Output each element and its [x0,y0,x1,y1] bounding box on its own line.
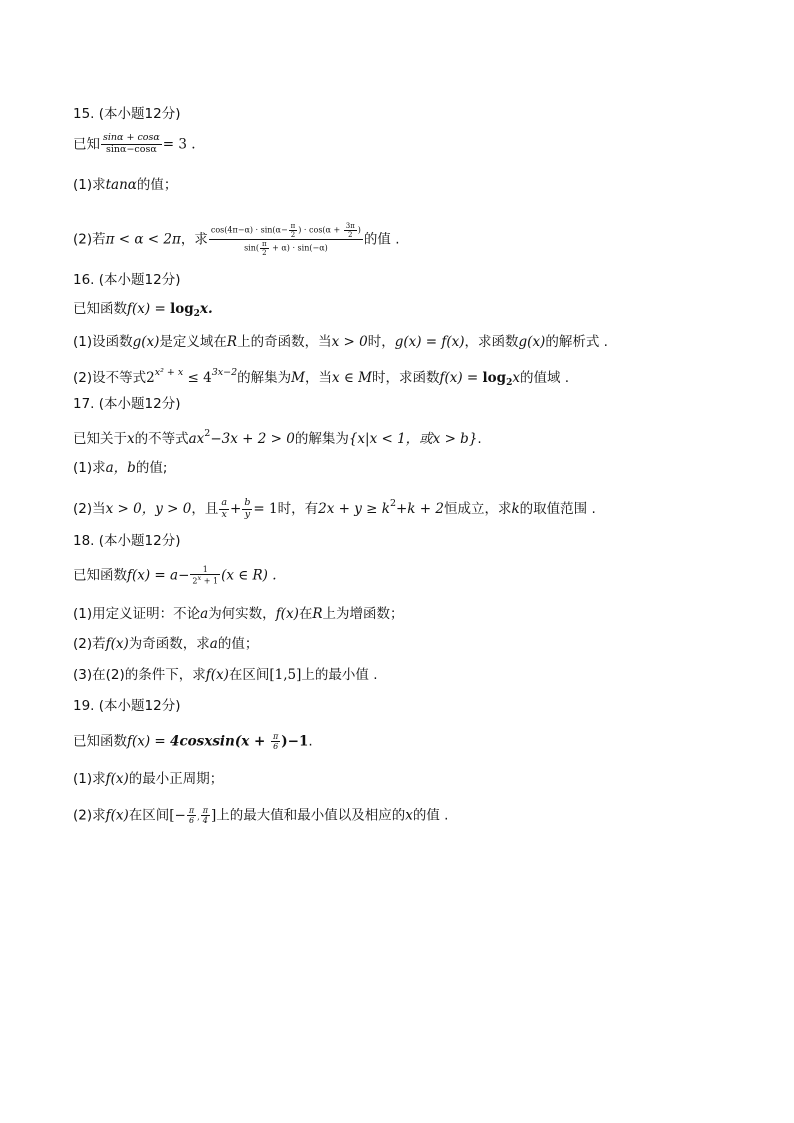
q16-p2-exp1: x² + x [154,367,184,378]
q17-given-x: x [127,431,135,447]
q17-p2-frac-b-den: y [244,508,251,520]
q15-p2-condition: π < α < 2π [105,231,181,248]
q16-p1-suffix: 的解析式 . [545,334,608,350]
q17-p2-plus: + [230,501,242,517]
q17-p2-cond: x > 0，y > 0 [105,501,192,517]
q16-p1-prefix: (1)设函数 [73,334,133,350]
q15-p1-suffix: 的值； [136,177,178,193]
q16-given-eq: = [150,301,171,317]
q18-part2 [73,635,258,653]
q15-p2-num-c: ) [357,225,361,235]
q16-p2-mid1: 的解集为 [237,370,292,386]
q16-p2-prefix: (2)设不等式 [73,370,147,386]
q18-p2-fx: f(x) [105,636,129,652]
q18-given-prefix: 已知函数 [73,567,127,584]
q19-p2-mid2: 上的最大值和最小值以及相应的 [216,807,406,824]
q18-given [73,565,277,586]
q19-p2-prefix: (2)求 [73,807,106,824]
q17-p2-k: k [511,501,520,517]
q15-p2-num-a: cos(4π−α) · sin(α− [210,225,288,235]
q15-given-rhs: = 3 . [162,136,196,153]
q17-p2-frac-a [219,498,229,521]
q17-given-prefix: 已知关于 [73,431,127,447]
q19-given-fx: f(x) = [127,733,171,750]
q17-p2-frac-b-num: b [244,496,251,508]
q17-p1-vars: a，b [105,460,136,476]
q19-given-rhs-a: 4cosxsin(x + [170,733,271,750]
q19-p2-four: 4 [202,816,208,826]
q17-given: 已知关于x的不等式$ax^2-3x + 2 > 0$的解集为{x|x < 1，或x > b}. [73,428,482,447]
q18-p2-prefix: (2)若 [73,636,106,652]
q18-p2-mid: 为奇函数，求 [128,636,210,652]
q19-p2-interval-open: [− [169,807,186,824]
q19-part1 [73,770,223,788]
q15-p2-fraction: cos(4π−α) · sin(α− $\frac{\pi}{2}$ ) · cos(α + $\frac{3\pi}{2}$ ) sin( $\frac{\pi}{2}$ + α) · sin(−α) [210,222,361,258]
q18-p3-prefix: (3)在(2)的条件下，求 [73,667,206,683]
q16-p2-M: M [291,370,305,386]
q18-given-tail: (x ∈ R) . [221,567,277,584]
q16-p1-mid4: ，求函数 [464,334,519,350]
q17-given-ineq-b: −3x + 2 > 0 [210,431,295,447]
q15-part2 [73,222,400,257]
q18-p1-suffix: 上为增函数； [322,606,404,622]
q17-given-mid1: 的不等式 [134,431,189,447]
q15-given-numerator: sinα + cosα [103,132,160,143]
q16-part2: (2)设不等式$2^{x^2 + x} \le 4^{3x-2}$的解集为M，当x ∈ M时，求函数$f(x) = \log_2x$的值域 . [73,367,570,388]
q18-part1 [73,605,404,623]
q18-part3 [73,666,378,684]
q17-header: 17. (本小题12分) [73,396,181,412]
q17-part1 [73,459,167,477]
q17-p2-ineq: 2x + y ≥ k [318,501,390,517]
q15-header: 15. (本小题12分) [73,106,181,122]
q15-p1-prefix: (1)求 [73,177,106,193]
q19-given-fraction [271,732,280,751]
q18-p2-suffix: 的值； [217,636,259,652]
q18-p3-suffix: 上的最小值 . [301,667,378,683]
q16-p2-le: ≤ [183,370,204,386]
q19-part2 [73,806,448,827]
q19-p2-x: x [405,807,413,824]
q15-p2-prefix: (2)若 [73,231,106,248]
q17-p2-frac-a-num: a [221,496,228,508]
q16-p2-base2: 4 [203,370,212,386]
q19-header: 19. (本小题12分) [73,698,181,714]
q19-given-pi: π [273,732,279,741]
q17-p2-frac-a-den: x [221,508,227,520]
q17-p2-mid2: 时，有 [277,501,319,517]
q16-p2-suffix: 的值域 . [520,370,570,386]
q15-p2-den-b: + α) · sin(−α) [269,243,328,253]
q15-p2-num-b: ) · cos(α + [298,225,343,235]
q16-p1-mid1: 是定义域在 [159,334,227,350]
q17-p2-frac-b [242,498,252,521]
q16-given-x: x. [199,301,213,317]
q17-p2-prefix: (2)当 [73,501,106,517]
q16-p2-log: log [482,370,507,386]
q19-p2-mid: 在区间 [128,807,170,824]
q18-p1-R: R [312,606,323,622]
q18-p3-mid: 在区间 [228,667,270,683]
q18-given-num: 1 [190,565,220,575]
q15-p1-var: tanα [105,177,137,193]
q17-p2-eq: = 1 [253,501,278,517]
q19-p1-prefix: (1)求 [73,771,106,787]
q19-p2-pi2: π [202,806,208,815]
q16-p1-R: R [226,334,238,350]
q17-p1-prefix: (1)求 [73,460,106,476]
q19-given-six: 6 [273,742,279,752]
q18-p1-prefix: (1)用定义证明：不论 [73,606,201,622]
q18-p3-fx: f(x) [205,667,229,683]
q16-p1-gx2: g(x) [518,334,546,350]
q16-given-fx: f(x) [127,301,151,317]
q18-p1-fx: f(x) [275,606,299,622]
q19-p2-interval-close: ] [210,807,217,824]
q17-given-mid2: 的解集为 [294,431,349,447]
q15-p2-den-a: sin( [244,243,259,253]
q18-p1-a: a [200,606,209,622]
q19-p1-fx: f(x) [105,771,129,787]
q16-p2-fx: f(x) = [439,370,483,386]
q18-given-den: 2 [192,576,198,586]
q19-p1-suffix: 的最小正周期； [128,771,224,787]
q18-p3-interval: [1,5] [269,667,302,683]
q19-p2-fx: f(x) [105,807,129,824]
q16-given: 已知函数$f(x) = \log_2x$. [73,301,213,319]
q16-header: 16. (本小题12分) [73,272,181,288]
q16-p2-mid3: 时，求函数 [372,370,440,386]
q17-given-set: {x|x < 1，或x > b} [348,431,478,447]
q16-p1-mid3: 时， [367,334,395,350]
q18-p2-a: a [209,636,218,652]
q17-p2-suffix1: 恒成立，求 [443,501,512,517]
q17-p1-suffix: 的值; [135,460,168,476]
q18-given-fx: f(x) = a− [127,567,190,584]
q16-p2-base1: 2 [146,370,155,386]
q15-part1 [73,176,177,194]
q19-p2-frac2 [201,806,210,825]
q15-given [73,133,196,156]
q18-p1-mid2: 在 [298,606,313,622]
q17-part2: (2)当x > 0，y > 0，且 $\frac{a}{x}$ + $\frac{b}{y}$ = 1时，有$2x + y \ge k^2+k + 2$恒成立，求k的取值范围 . [73,496,596,520]
q16-given-prefix: 已知函数 [73,301,127,317]
q18-given-den-tail: + 1 [201,576,219,586]
q18-given-fraction: $\frac{1}{2^x + 1}$ [192,565,219,586]
q16-p1-gx: g(x) [132,334,160,350]
q16-part1 [73,333,608,351]
q19-p2-pi1: π [188,806,195,815]
q19-given-rhs-b: )−1 [281,733,309,750]
q17-p2-suffix2: 的取值范围 . [519,501,596,517]
q16-p2-exp2: 3x−2 [211,367,238,378]
q18-header: 18. (本小题12分) [73,533,181,549]
q15-p2-suffix: 的值 . [363,231,400,248]
q16-p1-cond: x > 0 [331,334,368,350]
q17-given-suffix: . [477,431,482,447]
q15-given-fraction [101,133,162,156]
q15-p2-mid: ，求 [180,231,208,248]
q19-given-suffix: . [308,733,313,750]
q19-p2-suffix: 的值 . [412,807,449,824]
q18-p1-mid: 为何实数， [208,606,276,622]
q19-p2-frac1 [187,806,196,825]
q16-p1-mid2: 上的奇函数，当 [237,334,332,350]
q17-p2-mid1: ，且 [191,501,219,517]
q17-given-ineq-a: ax [188,431,205,447]
q16-p1-eq: g(x) = f(x) [394,334,465,350]
q15-given-prefix: 已知 [73,136,100,153]
q19-p2-comma: , [197,812,200,822]
q16-p2-cond: x ∈ M [331,370,372,386]
q19-given [73,732,313,751]
q17-p2-ineq-tail: +k + 2 [395,501,444,517]
q16-p2-x: x [512,370,521,386]
q19-given-prefix: 已知函数 [73,733,127,750]
q16-given-log: log [170,301,194,317]
q15-given-denominator: sinα−cosα [106,143,157,155]
q19-p2-six: 6 [188,816,195,826]
q16-p2-mid2: ，当 [304,370,332,386]
